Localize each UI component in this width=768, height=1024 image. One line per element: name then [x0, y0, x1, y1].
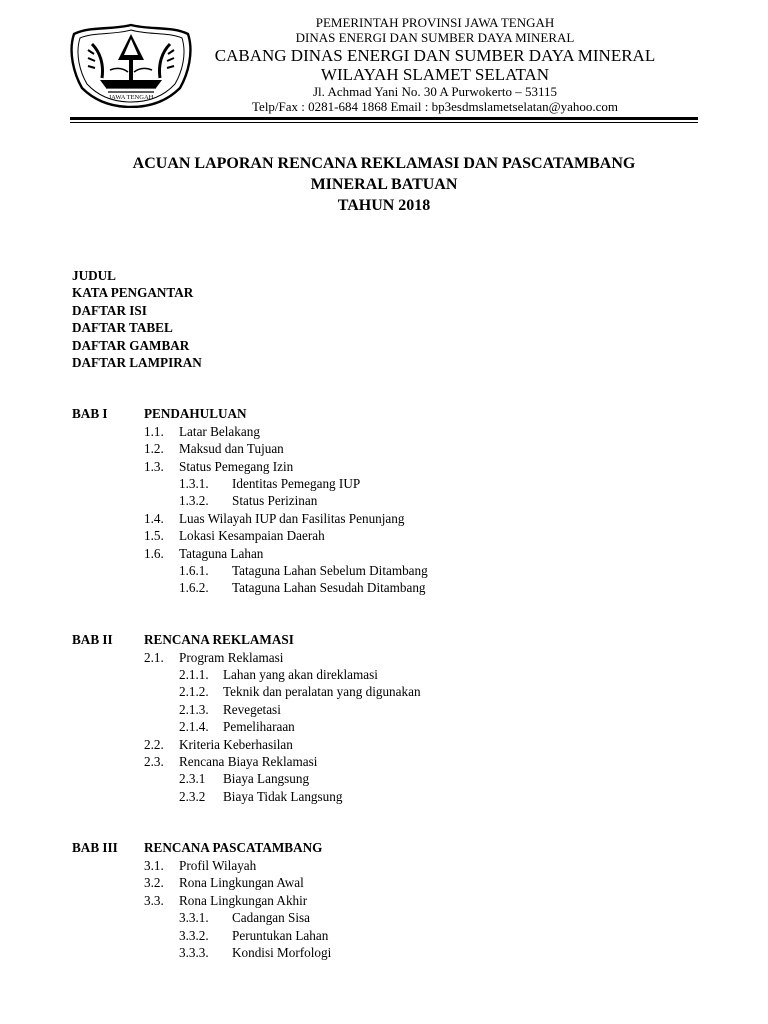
subsection-number: 2.1.2.: [179, 684, 209, 699]
section-title: Rona Lingkungan Akhir: [179, 893, 308, 908]
letterhead: [190, 16, 680, 115]
document-title: [0, 153, 768, 216]
chapter-heading: PENDAHULUAN: [144, 406, 247, 421]
section-title: Rencana Biaya Reklamasi: [179, 754, 318, 769]
subsection-number: 2.1.4.: [179, 719, 209, 734]
front-matter-item: DAFTAR ISI: [72, 303, 147, 318]
chapter-label: BAB I: [72, 406, 108, 421]
title-line-3: TAHUN 2018: [337, 197, 431, 214]
section-number: 1.4.: [144, 511, 164, 526]
jawa-tengah-emblem-logo: [70, 22, 192, 108]
letterhead-contact: Telp/Fax : 0281-684 1868 Email : bp3esdmslametselatan@yahoo.com: [252, 98, 618, 114]
subsection-title: Peruntukan Lahan: [232, 928, 329, 943]
letterhead-address: Jl. Achmad Yani No. 30 A Purwokerto – 53115: [313, 83, 557, 99]
chapter-heading: RENCANA PASCATAMBANG: [144, 840, 323, 855]
section-title: Kriteria Keberhasilan: [179, 737, 293, 752]
letterhead-region: WILAYAH SLAMET SELATAN: [320, 65, 550, 85]
subsection-number: 2.1.1.: [179, 667, 209, 682]
section-number: 1.3.: [144, 459, 164, 474]
subsection-title: Pemeliharaan: [223, 719, 295, 734]
chapter-label: BAB II: [72, 632, 113, 647]
front-matter-item: DAFTAR LAMPIRAN: [72, 355, 202, 370]
subsection-title: Kondisi Morfologi: [232, 945, 332, 960]
section-number: 3.1.: [144, 858, 164, 873]
section-title: Maksud dan Tujuan: [179, 441, 284, 456]
section-number: 1.5.: [144, 528, 164, 543]
subsection-number: 1.6.2.: [179, 580, 209, 595]
chapter-label: BAB III: [72, 840, 118, 855]
letterhead-divider-thin: [70, 122, 698, 123]
subsection-title: Tataguna Lahan Sesudah Ditambang: [232, 580, 426, 595]
subsection-number: 3.3.2.: [179, 928, 209, 943]
section-title: Status Pemegang Izin: [179, 459, 294, 474]
section-number: 3.2.: [144, 875, 164, 890]
letterhead-divider-thick: [70, 117, 698, 120]
section-title: Program Reklamasi: [179, 650, 284, 665]
subsection-title: Lahan yang akan direklamasi: [223, 667, 378, 682]
subsection-title: Biaya Tidak Langsung: [223, 789, 343, 804]
subsection-title: Status Perizinan: [232, 493, 318, 508]
subsection-title: Revegetasi: [223, 702, 281, 717]
section-title: Rona Lingkungan Awal: [179, 875, 304, 890]
subsection-number: 2.1.3.: [179, 702, 209, 717]
section-title: Latar Belakang: [179, 424, 260, 439]
subsection-number: 3.3.1.: [179, 910, 209, 925]
section-title: Luas Wilayah IUP dan Fasilitas Penunjang: [179, 511, 405, 526]
title-line-2: MINERAL BATUAN: [310, 176, 458, 193]
subsection-title: Teknik dan peralatan yang digunakan: [223, 684, 421, 699]
letterhead-agency: DINAS ENERGI DAN SUMBER DAYA MINERAL: [295, 29, 575, 45]
section-number: 1.2.: [144, 441, 164, 456]
section-number: 2.3.: [144, 754, 164, 769]
section-title: Tataguna Lahan: [179, 546, 264, 561]
subsection-title: Identitas Pemegang IUP: [232, 476, 361, 491]
section-number: 2.1.: [144, 650, 164, 665]
letterhead-government: PEMERINTAH PROVINSI JAWA TENGAH: [315, 15, 555, 30]
section-number: 3.3.: [144, 893, 164, 908]
subsection-number: 1.6.1.: [179, 563, 209, 578]
section-number: 1.6.: [144, 546, 164, 561]
front-matter-item: DAFTAR GAMBAR: [72, 338, 190, 353]
subsection-number: 3.3.3.: [179, 945, 209, 960]
front-matter-item: KATA PENGANTAR: [72, 285, 194, 300]
subsection-number: 1.3.1.: [179, 476, 209, 491]
section-number: 2.2.: [144, 737, 164, 752]
letterhead-branch: CABANG DINAS ENERGI DAN SUMBER DAYA MINERAL: [214, 45, 656, 65]
section-title: Lokasi Kesampaian Daerah: [179, 528, 325, 543]
subsection-title: Cadangan Sisa: [232, 910, 311, 925]
subsection-number: 1.3.2.: [179, 493, 209, 508]
logo-lettering: JAWA TENGAH: [108, 94, 154, 101]
subsection-number: 2.3.2: [179, 789, 206, 804]
section-title: Profil Wilayah: [179, 858, 257, 873]
subsection-title: Biaya Langsung: [223, 771, 310, 786]
section-number: 1.1.: [144, 424, 164, 439]
subsection-number: 2.3.1: [179, 771, 206, 786]
title-line-1: ACUAN LAPORAN RENCANA REKLAMASI DAN PASCATAMBANG: [132, 155, 636, 172]
front-matter-item: JUDUL: [72, 268, 116, 283]
subsection-title: Tataguna Lahan Sebelum Ditambang: [232, 563, 428, 578]
front-matter-item: DAFTAR TABEL: [72, 320, 173, 335]
chapter-heading: RENCANA REKLAMASI: [144, 632, 294, 647]
